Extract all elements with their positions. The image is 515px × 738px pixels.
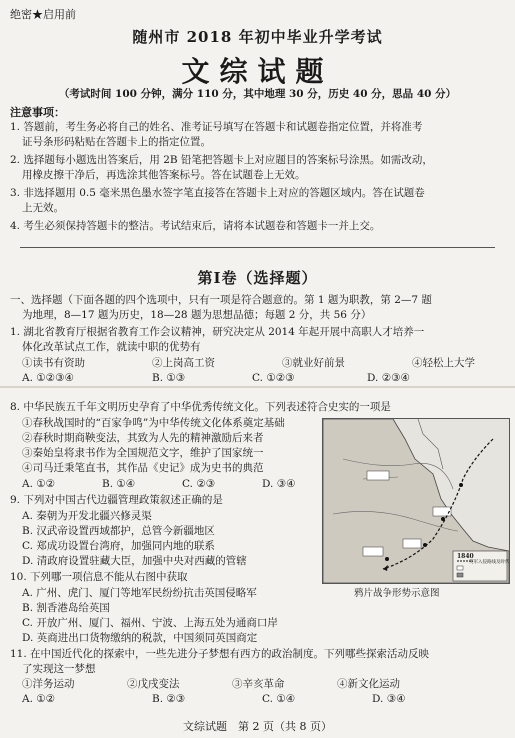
divider [20, 247, 495, 248]
section-title: 第Ⅰ卷（选择题） [197, 269, 318, 287]
answer-option: A. ①② [22, 693, 56, 705]
question-1-stem: 体化改革试点工作，就读中职的优势有 [22, 341, 201, 353]
answer-option: B. 割香港岛给英国 [22, 602, 110, 614]
answer-option: A. 广州、虎门、厦门等地军民纷纷抗击英国侵略军 [22, 587, 257, 599]
opium-war-map [322, 418, 510, 584]
notice-item: 用橡皮擦干净后，再选涂其他答案标号。答在试题卷上无效。 [22, 169, 306, 181]
question-10-stem: 10. 下列哪一项信息不能从右图中获取 [10, 571, 188, 583]
answer-option: D. ③④ [372, 693, 406, 705]
answer-option: C. 郑成功设置台湾府，加强同内地的联系 [22, 540, 215, 552]
confidential-label: 绝密★启用前 [10, 8, 76, 21]
answer-option: C. 开放广州、厦门、福州、宁波、上海五处为通商口岸 [22, 617, 278, 629]
statement: ③就业好前景 [282, 357, 345, 369]
statement: ③辛亥革命 [232, 678, 285, 690]
page-fold [0, 386, 515, 388]
answer-option: A. ①② [22, 478, 56, 490]
answer-option: B. ①③ [152, 372, 186, 384]
notice-title: 注意事项： [10, 106, 65, 119]
question-11-stem: 11. 在中国近代化的探索中，一些先进分子梦想有西方的政治制度。下列哪些探索活动反映 [10, 648, 430, 660]
question-9-stem: 9. 下列对中国古代边疆管理政策叙述正确的是 [10, 494, 223, 506]
notice-item: 3. 非选择题用 0.5 毫米黑色墨水签字笔直接答在答题卡上对应的答题区域内。答在试题卷 [10, 187, 425, 199]
answer-option: D. ③④ [262, 478, 296, 490]
question-1-items [22, 356, 502, 371]
question-8-options [22, 477, 317, 492]
answer-option: D. 英商进出口货物缴纳的税款，中国须同英国商定 [22, 632, 258, 644]
answer-option: C. ②③ [182, 478, 216, 490]
notice-item: 证号条形码粘贴在答题卡上的指定位置。 [22, 136, 211, 148]
answer-option: D. 清政府设置驻藏大臣，加强中央对西藏的管辖 [22, 555, 247, 567]
statement: ③秦始皇将隶书作为全国规范文字，维护了国家统一 [22, 447, 264, 459]
statement: ②上岗高工资 [152, 357, 215, 369]
statement: ①春秋战国时的“百家争鸣”为中华传统文化体系奠定基础 [22, 417, 285, 429]
notice-item: 上无效。 [22, 202, 64, 214]
exam-info: （考试时间 100 分钟，满分 110 分，其中地理 30 分，历史 40 分，思品 40 分） [58, 88, 457, 100]
statement: ②春秋时期商鞅变法，其致为人先的精神激励后来者 [22, 432, 264, 444]
statement: ④新文化运动 [337, 678, 400, 690]
question-1-stem: 1. 湖北省教育厅根据省教育工作会议精神，研究决定从 2014 年起开展中高职人才培养一 [10, 326, 425, 338]
statement: ①洋务运动 [22, 678, 75, 690]
answer-option: C. ①④ [262, 693, 296, 705]
section-instructions: 为地理，8—17 题为历史，18—28 题为思想品德；每题 2 分，共 56 分） [22, 309, 372, 321]
question-11-stem: 了实现这一梦想 [22, 663, 96, 675]
page-footer: 文综试题 第 2 页（共 8 页） [183, 720, 332, 733]
statement: ①读书有资助 [22, 357, 85, 369]
map-legend-text: 英军入侵路线及时代 [469, 560, 510, 565]
map-legend-year: 1840 [457, 553, 474, 560]
answer-option: D. ②③④ [367, 372, 410, 384]
notice-item: 1. 答题前，考生务必将自己的姓名、准考证号填写在答题卡和试题卷指定位置，并将准考 [10, 121, 423, 133]
statement: ②戊戌变法 [127, 678, 180, 690]
question-11-options [22, 692, 502, 707]
answer-option: A. ①②③④ [22, 372, 74, 384]
notice-item: 2. 选择题每小题选出答案后，用 2B 铅笔把答题卡上对应题目的答案标号涂黑。如需改动， [10, 154, 433, 166]
question-8-stem: 8. 中华民族五千年文明历史孕育了中华优秀传统文化。下列表述符合史实的一项是 [10, 401, 391, 413]
answer-option: B. ①④ [102, 478, 136, 490]
statement: ④轻松上大学 [412, 357, 475, 369]
answer-option: A. 秦朝为开发北疆兴修灵渠 [22, 510, 152, 522]
statement: ④司马迁秉笔直书，其作品《史记》成为史书的典范 [22, 462, 264, 474]
answer-option: B. 汉武帝设置西域都护，总管今新疆地区 [22, 525, 215, 537]
exam-title: 随州市 2018 年初中毕业升学考试 [132, 28, 383, 46]
map-caption: 鸦片战争形势示意图 [354, 588, 440, 599]
page-title: 文综试题 [181, 55, 334, 88]
notice-item: 4. 考生必须保持答题卡的整洁。考试结束后，请将本试题卷和答题卡一并上交。 [10, 220, 381, 232]
question-1-options [22, 371, 502, 386]
question-11-items [22, 677, 502, 692]
answer-option: C. ①②③ [252, 372, 295, 384]
section-instructions: 一、选择题（下面各题的四个选项中，只有一项是符合题意的。第 1 题为职教，第 2—7 题 [10, 294, 432, 306]
answer-option: B. ②③ [152, 693, 186, 705]
